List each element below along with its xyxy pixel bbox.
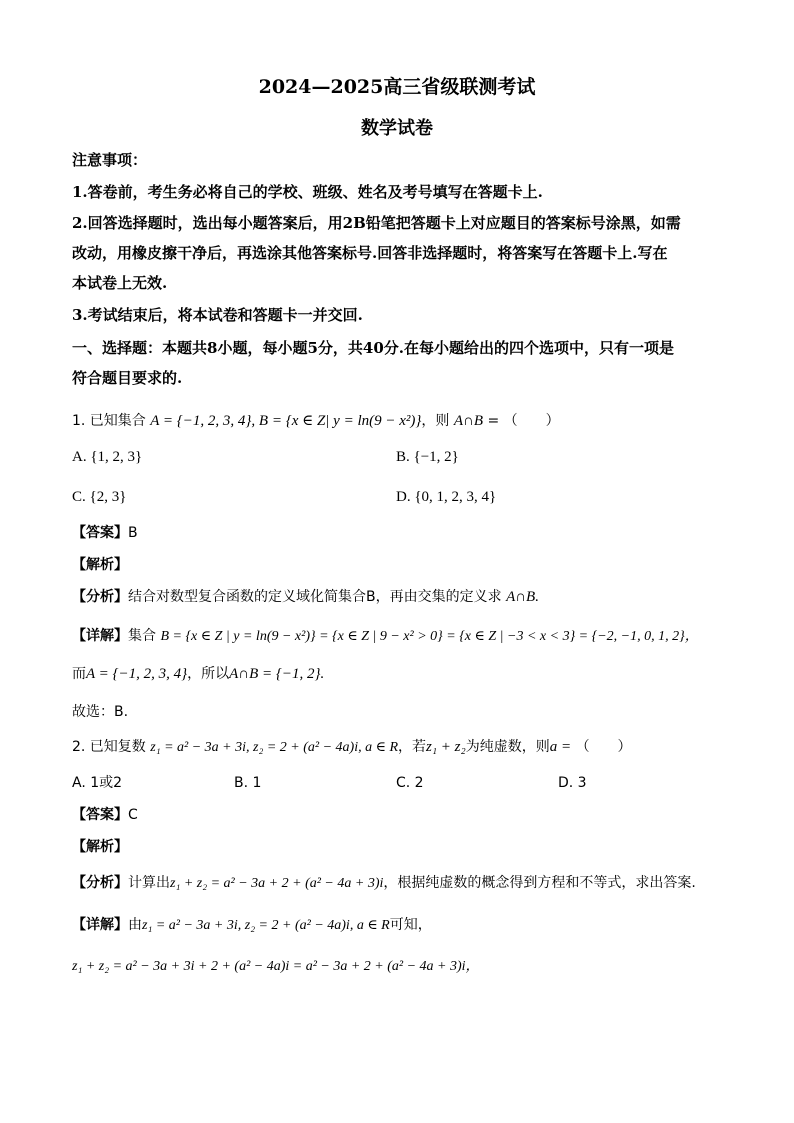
notice-item-2-line-3: 本试卷上无效.: [72, 274, 168, 292]
q1-fenxi-label: 【分析】: [72, 589, 128, 605]
q1-set-a: A = {−1, 2, 3, 4}: [150, 413, 252, 429]
q2-xiangjie: [72, 915, 732, 936]
q2-fenxi-label: 【分析】: [72, 875, 128, 891]
q2-xiangjie-math: z₁ = a² − 3a + 3i, z₂ = 2 + (a² − 4a)i, a ∈ R: [142, 918, 390, 933]
q2-fenxi-text-1: 计算出: [128, 875, 170, 891]
q1-fenxi-text: 结合对数型复合函数的定义域化简集合B，再由交集的定义求: [128, 589, 502, 605]
q1-xiangjie-math: B = {x ∈ Z | y = ln(9 − x²)} = {x ∈ Z | 9 − x² > 0} = {x ∈ Z | −3 < x < 3} = {−2, −1, 0, 1, 2}，: [160, 629, 699, 644]
q1-xiangjie-text: 集合: [128, 628, 156, 644]
q1-line2-text-2: ，所以: [187, 666, 230, 682]
q1-analysis-label: 【解析】: [72, 557, 128, 573]
q1-line2-math-1: A = {−1, 2, 3, 4}: [86, 666, 188, 682]
q2-xiangjie-text-1: 由: [128, 917, 142, 933]
q2-xiangjie-label: 【详解】: [72, 917, 128, 933]
q1-fenxi-expr: A∩B.: [506, 589, 539, 605]
q1-answer: [72, 523, 732, 543]
q2-fenxi: [72, 873, 732, 894]
q2-xiangjie-text-2: 可知，: [389, 917, 432, 933]
notice-item-3: 3.考试结束后，将本试卷和答题卡一并交回.: [72, 306, 363, 324]
q1-line2-text-1: 而: [72, 666, 86, 682]
q2-answer-value: C: [128, 807, 138, 823]
q1-option-c: C. {2, 3}: [72, 489, 127, 505]
notice-item-2-line-1: 2.回答选择题时，选出每小题答案后，用2B铅笔把答题卡上对应题目的答案标号涂黑，如需: [72, 214, 681, 232]
q1-prefix: 1. 已知集合: [72, 413, 146, 429]
exam-title: 2024—2025高三省级联测考试: [258, 76, 536, 98]
q2-option-a: A. 1或2: [72, 775, 123, 791]
q2-fenxi-text-2: ，根据纯虚数的概念得到方程和不等式，求出答案.: [383, 875, 696, 891]
q2-option-d: D. 3: [558, 775, 587, 791]
q1-statement: [72, 411, 732, 431]
q2-statement: [72, 737, 732, 758]
q1-conclusion: 故选：B.: [72, 704, 129, 720]
section-1-heading-line-1: 一、选择题：本题共8小题，每小题5分，共40分.在每小题给出的四个选项中，只有一项是: [72, 339, 674, 357]
q2-option-b: B. 1: [234, 775, 262, 791]
q2-blank: （ ）: [575, 739, 632, 755]
q2-stmt-math: z₁ = a² − 3a + 3i, z₂ = 2 + (a² − 4a)i, a ∈ R: [150, 740, 398, 755]
section-1-heading-line-2: 符合题目要求的.: [72, 369, 183, 387]
q2-fenxi-math: z₁ + z₂ = a² − 3a + 2 + (a² − 4a + 3)i: [170, 876, 384, 891]
q2-answer: [72, 805, 732, 825]
q2-stmt-var: a =: [549, 739, 572, 755]
notice-item-1: 1.答卷前，考生务必将自己的学校、班级、姓名及考号填写在答题卡上.: [72, 183, 543, 201]
q1-blank: = （ ）: [487, 413, 560, 429]
q1-set-b: , B = {x ∈ Z| y = ln(9 − x²)}: [251, 413, 422, 429]
q2-stmt-expr: z₁ + z₂: [426, 739, 466, 755]
q1-xiangjie-label: 【详解】: [72, 628, 128, 644]
q1-fenxi: [72, 587, 732, 607]
q1-suffix: ，则: [421, 413, 450, 429]
q1-option-b: B. {−1, 2}: [396, 449, 459, 465]
q1-xiangjie-line-2: [72, 664, 732, 684]
q1-option-a: A. {1, 2, 3}: [72, 449, 143, 465]
exam-subtitle: 数学试卷: [361, 118, 433, 139]
q1-answer-label: 【答案】: [72, 525, 128, 541]
q2-xiangjie-line-2: z₁ + z₂ = a² − 3a + 3i + 2 + (a² − 4a)i = a² − 3a + 2 + (a² − 4a + 3)i，: [72, 959, 480, 974]
q1-answer-value: B: [128, 525, 138, 541]
q1-xiangjie: [72, 626, 732, 647]
q2-option-c: C. 2: [396, 775, 424, 791]
q2-analysis-label: 【解析】: [72, 839, 128, 855]
q2-stmt-suffix: 为纯虚数，则: [465, 739, 550, 755]
notice-item-2-line-2: 改动，用橡皮擦干净后，再选涂其他答案标号.回答非选择题时，将答案写在答题卡上.写在: [72, 244, 668, 262]
q1-option-d: D. {0, 1, 2, 3, 4}: [396, 489, 497, 505]
q1-line2-math-2: A∩B = {−1, 2}.: [229, 666, 325, 682]
notice-heading: 注意事项：: [72, 151, 148, 169]
q1-expr: A∩B: [453, 413, 484, 429]
q2-stmt-mid: ，若: [398, 739, 426, 755]
q2-answer-label: 【答案】: [72, 807, 128, 823]
q2-prefix: 2. 已知复数: [72, 739, 146, 755]
